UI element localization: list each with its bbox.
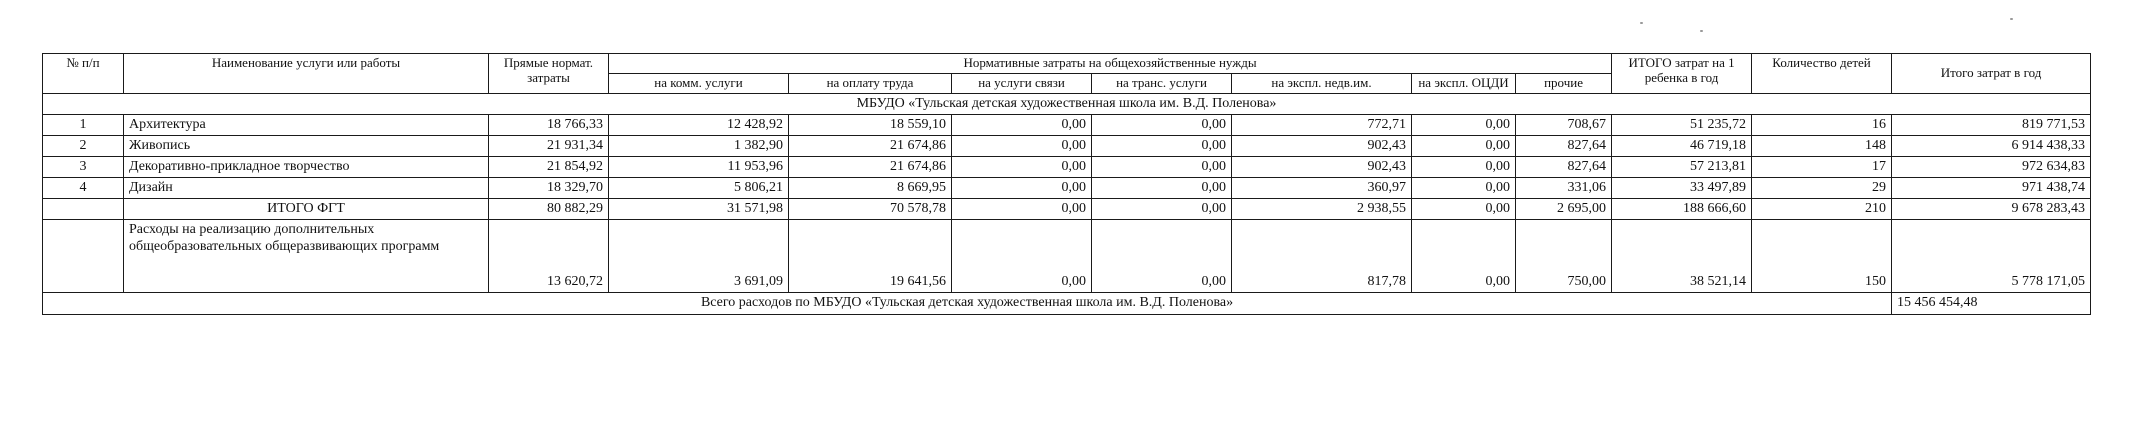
total-fgt-year: 9 678 283,43 bbox=[1892, 199, 2091, 220]
header-communication: на услуги связи bbox=[952, 73, 1092, 93]
header-direct: Прямые нормат. затраты bbox=[489, 54, 609, 94]
total-fgt-ocdi: 0,00 bbox=[1412, 199, 1516, 220]
table-row bbox=[43, 114, 2091, 135]
grand-total-label: Всего расходов по МБУДО «Тульская детская художественная школа им. В.Д. Поленова» bbox=[43, 293, 1892, 314]
general-programs-children: 150 bbox=[1752, 220, 1892, 293]
row-communication: 0,00 bbox=[952, 157, 1092, 178]
header-property: на экспл. недв.им. bbox=[1232, 73, 1412, 93]
header-row-1 bbox=[43, 54, 2091, 74]
row-communication: 0,00 bbox=[952, 114, 1092, 135]
table-row bbox=[43, 136, 2091, 157]
row-no: 3 bbox=[43, 157, 124, 178]
row-transport: 0,00 bbox=[1092, 136, 1232, 157]
header-normative-group: Нормативные затраты на общехозяйственные нужды bbox=[609, 54, 1612, 74]
general-programs-direct: 13 620,72 bbox=[489, 220, 609, 293]
general-programs-utilities: 3 691,09 bbox=[609, 220, 789, 293]
row-wages: 21 674,86 bbox=[789, 136, 952, 157]
row-wages: 18 559,10 bbox=[789, 114, 952, 135]
total-fgt-per-child: 188 666,60 bbox=[1612, 199, 1752, 220]
row-utilities: 12 428,92 bbox=[609, 114, 789, 135]
row-per-child: 51 235,72 bbox=[1612, 114, 1752, 135]
total-fgt-row bbox=[43, 199, 2091, 220]
row-children: 16 bbox=[1752, 114, 1892, 135]
header-children: Количество детей bbox=[1752, 54, 1892, 94]
row-name: Архитектура bbox=[124, 114, 489, 135]
row-other: 708,67 bbox=[1516, 114, 1612, 135]
header-total-year: Итого затрат в год bbox=[1892, 54, 2091, 94]
row-communication: 0,00 bbox=[952, 136, 1092, 157]
row-children: 29 bbox=[1752, 178, 1892, 199]
header-other: прочие bbox=[1516, 73, 1612, 93]
total-fgt-no bbox=[43, 199, 124, 220]
row-other: 331,06 bbox=[1516, 178, 1612, 199]
row-per-child: 46 719,18 bbox=[1612, 136, 1752, 157]
row-direct: 21 931,34 bbox=[489, 136, 609, 157]
row-utilities: 1 382,90 bbox=[609, 136, 789, 157]
row-transport: 0,00 bbox=[1092, 178, 1232, 199]
total-fgt-utilities: 31 571,98 bbox=[609, 199, 789, 220]
general-programs-communication: 0,00 bbox=[952, 220, 1092, 293]
row-year: 6 914 438,33 bbox=[1892, 136, 2091, 157]
total-fgt-property: 2 938,55 bbox=[1232, 199, 1412, 220]
table-row bbox=[43, 178, 2091, 199]
header-utilities: на комм. услуги bbox=[609, 73, 789, 93]
general-programs-per-child: 38 521,14 bbox=[1612, 220, 1752, 293]
general-programs-label: Расходы на реализацию дополнительных общеобразовательных общеразвивающих программ bbox=[124, 220, 489, 293]
row-name: Живопись bbox=[124, 136, 489, 157]
row-name: Дизайн bbox=[124, 178, 489, 199]
row-direct: 18 329,70 bbox=[489, 178, 609, 199]
header-name: Наименование услуги или работы bbox=[124, 54, 489, 94]
header-total-per-child: ИТОГО затрат на 1 ребенка в год bbox=[1612, 54, 1752, 94]
row-name: Декоративно-прикладное творчество bbox=[124, 157, 489, 178]
general-programs-property: 817,78 bbox=[1232, 220, 1412, 293]
total-fgt-other: 2 695,00 bbox=[1516, 199, 1612, 220]
row-per-child: 33 497,89 bbox=[1612, 178, 1752, 199]
general-programs-transport: 0,00 bbox=[1092, 220, 1232, 293]
total-fgt-transport: 0,00 bbox=[1092, 199, 1232, 220]
row-children: 148 bbox=[1752, 136, 1892, 157]
row-other: 827,64 bbox=[1516, 136, 1612, 157]
row-children: 17 bbox=[1752, 157, 1892, 178]
row-ocdi: 0,00 bbox=[1412, 114, 1516, 135]
school-title: МБУДО «Тульская детская художественная школа им. В.Д. Поленова» bbox=[43, 93, 2091, 114]
total-fgt-communication: 0,00 bbox=[952, 199, 1092, 220]
row-wages: 8 669,95 bbox=[789, 178, 952, 199]
header-transport: на транс. услуги bbox=[1092, 73, 1232, 93]
row-direct: 18 766,33 bbox=[489, 114, 609, 135]
row-property: 360,97 bbox=[1232, 178, 1412, 199]
row-year: 971 438,74 bbox=[1892, 178, 2091, 199]
row-year: 972 634,83 bbox=[1892, 157, 2091, 178]
grand-total-row bbox=[43, 293, 2091, 314]
row-other: 827,64 bbox=[1516, 157, 1612, 178]
row-ocdi: 0,00 bbox=[1412, 136, 1516, 157]
grand-total-value: 15 456 454,48 bbox=[1892, 293, 2091, 314]
row-communication: 0,00 bbox=[952, 178, 1092, 199]
row-utilities: 11 953,96 bbox=[609, 157, 789, 178]
total-fgt-wages: 70 578,78 bbox=[789, 199, 952, 220]
general-programs-row bbox=[43, 220, 2091, 293]
cost-table bbox=[42, 53, 2091, 315]
row-wages: 21 674,86 bbox=[789, 157, 952, 178]
row-property: 902,43 bbox=[1232, 136, 1412, 157]
general-programs-ocdi: 0,00 bbox=[1412, 220, 1516, 293]
header-wages: на оплату труда bbox=[789, 73, 952, 93]
row-utilities: 5 806,21 bbox=[609, 178, 789, 199]
row-per-child: 57 213,81 bbox=[1612, 157, 1752, 178]
row-ocdi: 0,00 bbox=[1412, 178, 1516, 199]
row-no: 2 bbox=[43, 136, 124, 157]
total-fgt-direct: 80 882,29 bbox=[489, 199, 609, 220]
row-year: 819 771,53 bbox=[1892, 114, 2091, 135]
header-no: № п/п bbox=[43, 54, 124, 94]
header-ocdi: на экспл. ОЦДИ bbox=[1412, 73, 1516, 93]
total-fgt-children: 210 bbox=[1752, 199, 1892, 220]
general-programs-no bbox=[43, 220, 124, 293]
row-no: 1 bbox=[43, 114, 124, 135]
total-fgt-label: ИТОГО ФГТ bbox=[124, 199, 489, 220]
row-property: 772,71 bbox=[1232, 114, 1412, 135]
school-title-row bbox=[43, 93, 2091, 114]
row-transport: 0,00 bbox=[1092, 114, 1232, 135]
general-programs-wages: 19 641,56 bbox=[789, 220, 952, 293]
scan-speck bbox=[1640, 22, 1643, 24]
row-property: 902,43 bbox=[1232, 157, 1412, 178]
scan-speck bbox=[2010, 18, 2013, 20]
row-direct: 21 854,92 bbox=[489, 157, 609, 178]
table-row bbox=[43, 157, 2091, 178]
general-programs-other: 750,00 bbox=[1516, 220, 1612, 293]
scan-speck bbox=[1700, 30, 1703, 32]
row-transport: 0,00 bbox=[1092, 157, 1232, 178]
row-ocdi: 0,00 bbox=[1412, 157, 1516, 178]
general-programs-year: 5 778 171,05 bbox=[1892, 220, 2091, 293]
row-no: 4 bbox=[43, 178, 124, 199]
